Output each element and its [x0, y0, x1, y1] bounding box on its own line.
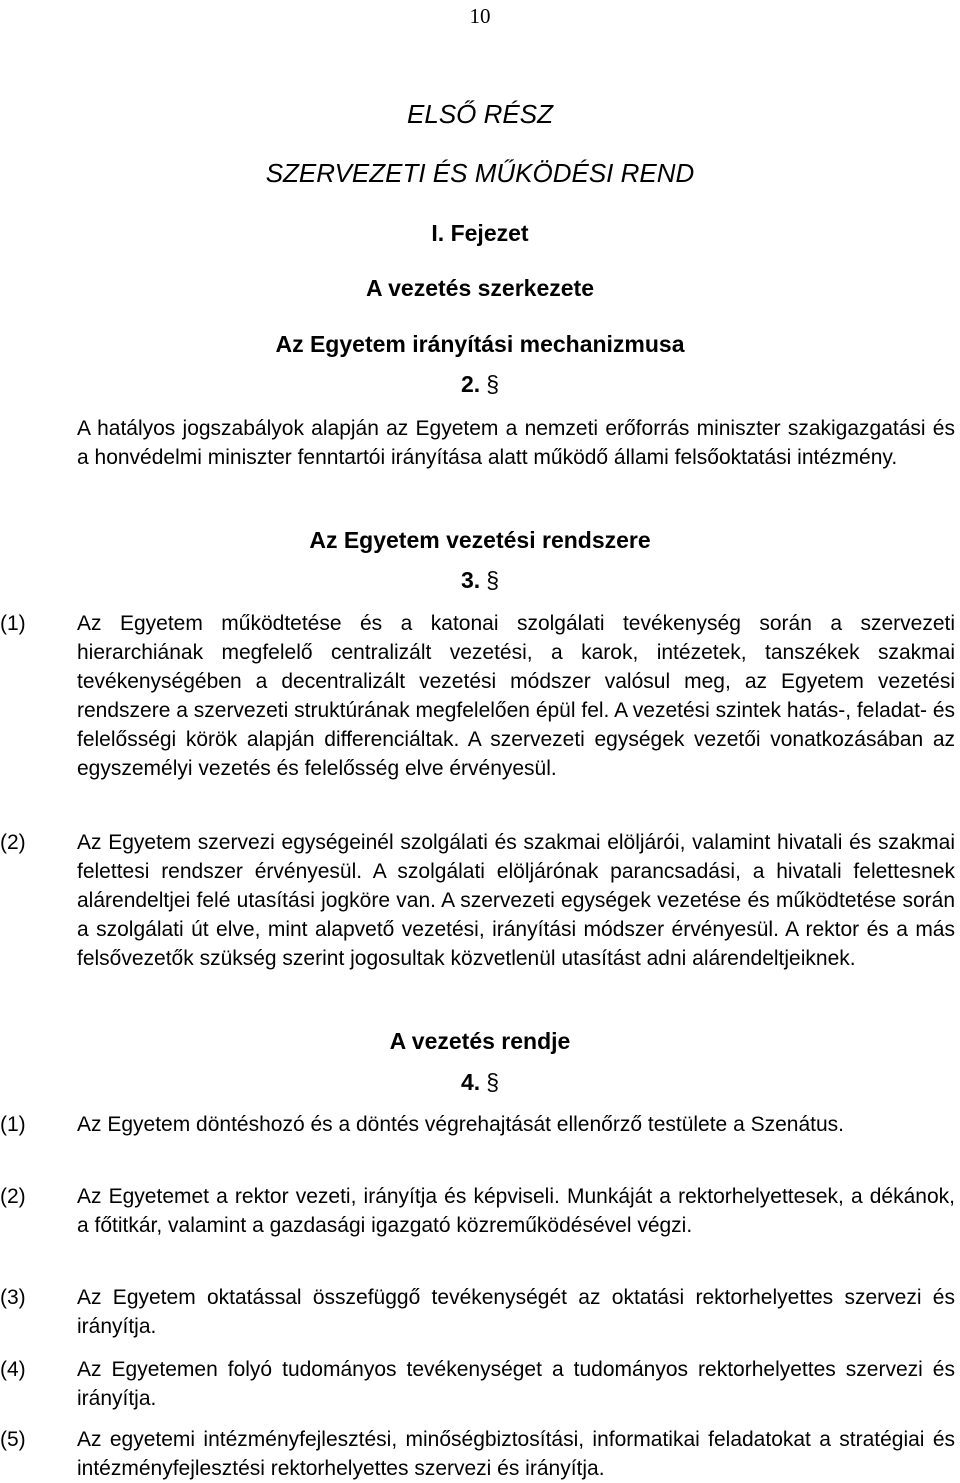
- list-item: [0, 1355, 955, 1413]
- item-number: (2): [0, 831, 26, 854]
- section-paragraph: A hatályos jogszabályok alapján az Egyetem a nemzeti erőforrás miniszter szakigazgatási és a honvédelmi miniszter fenntartói irányítása alatt működő állami felsőoktatási intézmény.: [77, 417, 955, 469]
- item-number: (4): [0, 1358, 26, 1381]
- item-number: (1): [0, 1113, 26, 1136]
- list-item: [0, 1283, 955, 1341]
- section-number-value: 3.: [461, 567, 481, 593]
- section-number: [0, 369, 960, 399]
- section-sign-icon: §: [486, 371, 499, 397]
- item-text: Az Egyetem döntéshozó és a döntés végrehajtását ellenőrző testülete a Szenátus.: [77, 1113, 844, 1136]
- part-subtitle: SZERVEZETI ÉS MŰKÖDÉSI REND: [265, 158, 695, 188]
- section-heading: A vezetés rendje: [389, 1028, 571, 1054]
- section-number-value: 2.: [461, 371, 481, 397]
- page-number: 10: [469, 4, 491, 28]
- list-item: [0, 1425, 955, 1483]
- list-item: [0, 1182, 955, 1240]
- section-number-value: 4.: [461, 1069, 481, 1095]
- part-title: ELSŐ RÉSZ: [407, 99, 553, 129]
- chapter-number: I. Fejezet: [431, 220, 529, 246]
- item-number: (1): [0, 612, 26, 635]
- section-heading: Az Egyetem vezetési rendszere: [309, 527, 651, 553]
- item-text: Az Egyetem szervezi egységeinél szolgálati és szakmai elöljárói, valamint hivatali és szakmai felettesi rendszer érvényesül. A szolgálati elöljárónak parancsadási, a hivatali felettesnek alárendeltjei felé utasítási jogköre van. A szervezeti egységek vezetése és működtetése során a szolgálati út elve, mint alapvető vezetési, irányítási módszer érvényesül. A rektor és a más felsővezetők szükség szerint jogosultak közvetlenül utasítást adni alárendeltjeiknek.: [77, 831, 955, 970]
- section-sign-icon: §: [486, 1069, 499, 1095]
- item-text: Az Egyetem oktatással összefüggő tevékenységét az oktatási rektorhelyettes szervezi és irányítja.: [77, 1286, 955, 1338]
- list-item: [0, 1110, 955, 1139]
- item-text: Az Egyetemen folyó tudományos tevékenységet a tudományos rektorhelyettes szervezi és irányítja.: [77, 1358, 955, 1410]
- item-number: (5): [0, 1428, 26, 1451]
- section-number: [0, 565, 960, 595]
- section-sign-icon: §: [486, 567, 499, 593]
- item-number: (2): [0, 1185, 26, 1208]
- item-text: Az Egyetem működtetése és a katonai szolgálati tevékenység során a szervezeti hierarchiának megfelelő centralizált vezetési, a karok, intézetek, tanszékek szakmai tevékenységében a decentralizált vezetési módszer valósul meg, az Egyetem vezetési rendszere a szervezeti struktúrának megfelelően épül fel. A vezetési szintek hatás-, feladat- és felelősségi körök alapján differenciáltak. A szervezeti egységek vezetői vonatkozásában az egyszemélyi vezetés és felelősség elve érvényesül.: [77, 612, 955, 780]
- list-item: [0, 609, 955, 783]
- section-heading: Az Egyetem irányítási mechanizmusa: [275, 331, 685, 357]
- chapter-title: A vezetés szerkezete: [365, 275, 594, 301]
- section-number: [0, 1067, 960, 1097]
- item-number: (3): [0, 1286, 26, 1309]
- item-text: Az egyetemi intézményfejlesztési, minőségbiztosítási, informatikai feladatokat a stratégiai és intézményfejlesztési rektorhelyettes szervezi és irányítja.: [77, 1428, 955, 1480]
- item-text: Az Egyetemet a rektor vezeti, irányítja és képviseli. Munkáját a rektorhelyettesek, a dékánok, a főtitkár, valamint a gazdasági igazgató közreműködésével végzi.: [77, 1185, 955, 1237]
- list-item: [0, 828, 955, 973]
